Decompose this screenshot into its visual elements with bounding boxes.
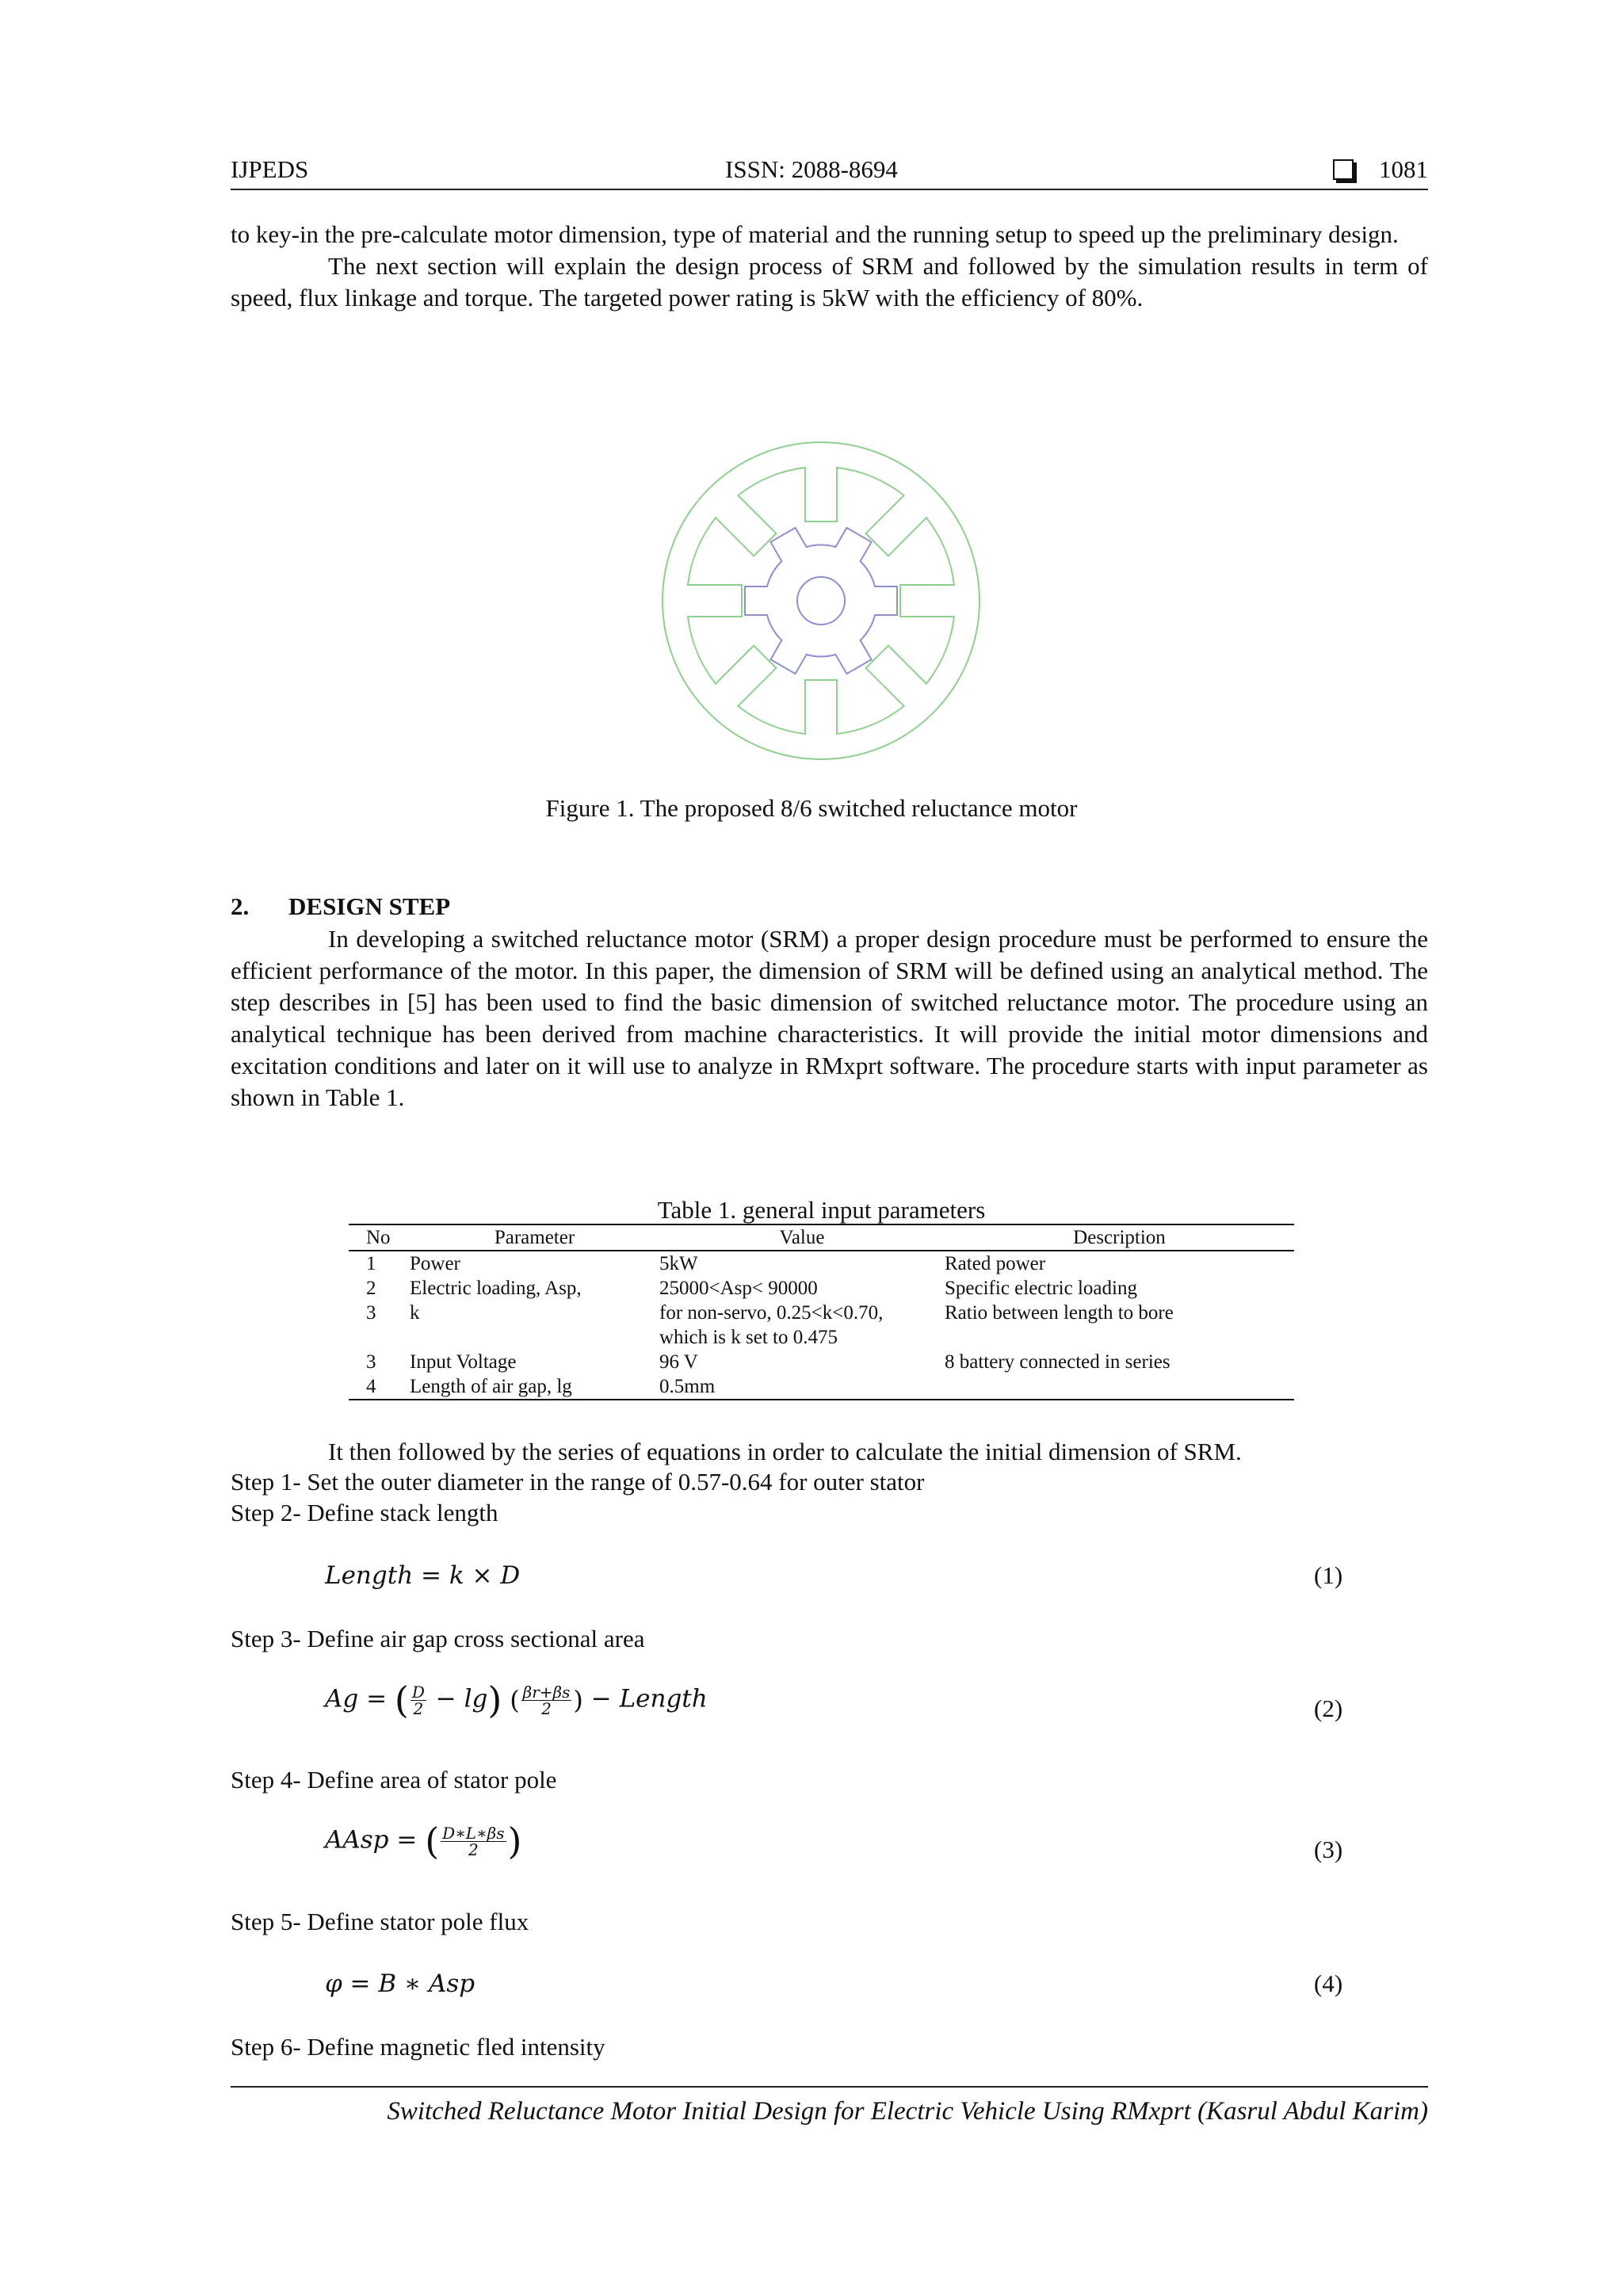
- cell-description: [945, 1374, 1294, 1400]
- equation-4-number: (4): [1314, 1969, 1343, 1997]
- eq2-rhs: − Length: [590, 1684, 708, 1713]
- step-4: Step 4- Define area of stator pole: [231, 1766, 557, 1794]
- cell-value-line1: for non-servo, 0.25<k<0.70,: [659, 1302, 884, 1324]
- cell-description: 8 battery connected in series: [945, 1351, 1170, 1373]
- eq2-lhs: Ag =: [325, 1684, 388, 1713]
- step-6: Step 6- Define magnetic fled intensity: [231, 2033, 605, 2061]
- parameter-table: [349, 1224, 1294, 1400]
- figure-caption: Figure 1. The proposed 8/6 switched reluctance motor: [545, 794, 1078, 822]
- page-number-block: [1333, 155, 1428, 184]
- fraction: [411, 1684, 426, 1717]
- equations-intro: It then followed by the series of equations in order to calculate the initial dimension of SRM.: [328, 1438, 1242, 1465]
- step-1: Step 1- Set the outer diameter in the range of 0.57-0.64 for outer stator: [231, 1468, 925, 1496]
- cell-no: 4: [349, 1374, 410, 1400]
- cell-parameter: Length of air gap, lg: [410, 1374, 659, 1400]
- cell-no: 3: [366, 1351, 376, 1373]
- section-paragraph-block: [231, 923, 1428, 1114]
- cell-no: 3: [366, 1302, 376, 1324]
- denominator: 2: [413, 1698, 424, 1718]
- numerator: D∗L∗βs: [442, 1823, 505, 1843]
- left-paren: (: [394, 1679, 409, 1721]
- rotor-poles: [745, 528, 897, 674]
- cell-value: 25000<Asp< 90000: [659, 1278, 818, 1299]
- section-title: DESIGN STEP: [288, 892, 451, 920]
- table-row: [349, 1251, 1294, 1276]
- cell-description: Ratio between length to bore: [945, 1302, 1174, 1324]
- equation-2: [325, 1679, 708, 1721]
- stator-outline: [663, 442, 980, 759]
- cell-value: 5kW: [659, 1253, 698, 1274]
- rotor-outline: [745, 528, 897, 674]
- equation-2-number: (2): [1314, 1694, 1343, 1722]
- equation-1-number: (1): [1314, 1561, 1343, 1589]
- equation-1: Length = k × D: [325, 1561, 521, 1590]
- table-header-row: [349, 1224, 1294, 1251]
- col-header-parameter: Parameter: [410, 1224, 659, 1251]
- table-row: [349, 1350, 1294, 1374]
- right-paren: ): [487, 1679, 502, 1721]
- stator-outer-circle: [663, 442, 980, 759]
- numerator: βr+βs: [522, 1682, 571, 1702]
- intro-text: [231, 219, 1428, 314]
- eq3-lhs: AAsp =: [325, 1825, 418, 1855]
- table-row: [349, 1301, 1294, 1350]
- table-title: Table 1. general input parameters: [657, 1196, 986, 1224]
- col-header-no: No: [349, 1224, 410, 1251]
- col-header-description: Description: [945, 1224, 1294, 1251]
- journal-name: IJPEDS: [231, 155, 309, 183]
- eq2-mid: − lg: [435, 1684, 488, 1713]
- cell-parameter: Input Voltage: [410, 1351, 517, 1373]
- cell-value: [659, 1301, 945, 1350]
- cell-description: Rated power: [945, 1253, 1046, 1274]
- step-5: Step 5- Define stator pole flux: [231, 1908, 529, 1935]
- table-row: [349, 1374, 1294, 1400]
- step-3: Step 3- Define air gap cross sectional area: [231, 1625, 645, 1652]
- section-heading: [231, 892, 450, 921]
- equation-3-number: (3): [1314, 1836, 1343, 1863]
- left-paren: (: [425, 1820, 440, 1862]
- cell-parameter: k: [410, 1302, 420, 1324]
- page-number: 1081: [1379, 155, 1428, 183]
- square-checkbox-icon: [1333, 159, 1354, 180]
- table-row: [349, 1276, 1294, 1301]
- equation-4: φ = B ∗ Asp: [325, 1969, 475, 1998]
- denominator: 2: [468, 1839, 479, 1859]
- cell-no: 1: [366, 1253, 376, 1274]
- cell-parameter: Electric loading, Asp,: [410, 1278, 582, 1299]
- equation-3: [325, 1820, 521, 1862]
- step-2: Step 2- Define stack length: [231, 1499, 498, 1526]
- cell-parameter: Power: [410, 1253, 460, 1274]
- footer-rule: [231, 2086, 1428, 2088]
- table-1: [349, 1197, 1294, 1400]
- section-number: 2.: [231, 892, 250, 920]
- cell-value: 0.5mm: [659, 1374, 945, 1400]
- issn: ISSN: 2088-8694: [725, 155, 898, 183]
- col-header-value: Value: [659, 1224, 945, 1251]
- right-paren: ): [507, 1820, 522, 1862]
- fraction: [441, 1825, 506, 1858]
- left-paren: (: [510, 1685, 520, 1715]
- header-rule: [231, 189, 1428, 190]
- srm-figure: [655, 441, 987, 761]
- denominator: 2: [541, 1698, 552, 1718]
- numerator: D: [411, 1682, 425, 1702]
- section-paragraph: In developing a switched reluctance motor (SRM) a proper design procedure must be performed to ensure the efficient performance of the motor. In this paper, the dimension of SRM will be defined using an analytical method. The step describes in [5] has been used to find the basic dimension of switched reluctance motor. The procedure using an analytical technique has been derived from machine characteristics. It will provide the initial motor dimensions and excitation conditions and later on it will use to analyze in RMxprt software. The procedure starts with input parameter as shown in Table 1.: [231, 925, 1428, 1111]
- cell-no: 2: [366, 1278, 376, 1299]
- stator-poles: [688, 468, 954, 734]
- cell-description: Specific electric loading: [945, 1278, 1137, 1299]
- intro-paragraph-1: to key-in the pre-calculate motor dimension, type of material and the running setup to speed up the preliminary design.: [231, 220, 1399, 248]
- right-paren: ): [573, 1685, 583, 1715]
- footer-text: Switched Reluctance Motor Initial Design for Electric Vehicle Using RMxprt (Kasrul Abdul Karim): [387, 2097, 1428, 2126]
- rotor-shaft-circle: [797, 577, 845, 625]
- cell-value-line2: which is k set to 0.475: [659, 1327, 838, 1348]
- cell-value: 96 V: [659, 1351, 698, 1373]
- intro-paragraph-2: The next section will explain the design process of SRM and followed by the simulation results in term of speed, flux linkage and torque. The targeted power rating is 5kW with the efficiency of 80%.: [231, 252, 1428, 311]
- fraction: [521, 1684, 572, 1717]
